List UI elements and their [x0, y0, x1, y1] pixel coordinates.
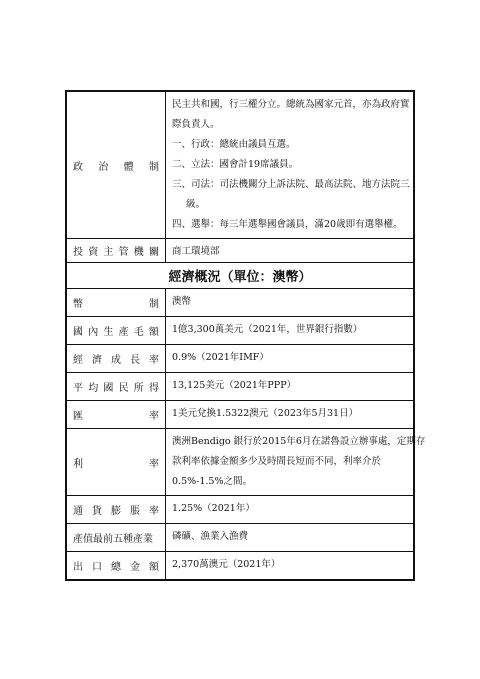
- row-interest-rate: [67, 428, 426, 495]
- text-line: 級。: [186, 199, 206, 210]
- label-char: 經: [73, 355, 83, 366]
- label-char: 通: [73, 506, 83, 517]
- label-char: 生: [103, 327, 114, 338]
- label-char: 均: [88, 383, 99, 394]
- value-top-industries: 磷礦、漁業入漁費: [172, 531, 249, 542]
- economy-section-header: [67, 262, 413, 288]
- value-per-capita-income: 13,125美元（2021年PPP）: [172, 380, 297, 391]
- label-char: 膨: [111, 506, 121, 517]
- label-exchange-rate: [67, 401, 166, 428]
- label-char: 貨: [92, 506, 102, 517]
- value-currency: 澳幣: [172, 296, 192, 307]
- label-char: 長: [130, 355, 140, 366]
- row-gdp: [67, 316, 413, 344]
- label-char: 率: [149, 411, 159, 422]
- text-line: 款利率依據金額多少及時間長短而不同，利率介於: [172, 456, 382, 467]
- text-line: 民主共和國，行三權分立。總統為國家元首，亦為政府實: [172, 99, 410, 110]
- label-char: 關: [148, 247, 159, 258]
- label-char: 體: [123, 161, 134, 173]
- label-interest-rate: [67, 429, 166, 495]
- label-char: 治: [98, 161, 109, 173]
- label-char: 所: [133, 383, 144, 394]
- label-char: 匯: [73, 411, 83, 422]
- label-char: 平: [73, 383, 83, 394]
- label-top-industries: 產值最前五種產業: [67, 524, 166, 551]
- country-info-table: [65, 90, 426, 581]
- label-char: 國: [73, 327, 83, 338]
- text-line: 0.5%-1.5%之間。: [172, 476, 252, 487]
- value-gdp: 1億3,300萬美元（2021年，世界銀行指數）: [172, 324, 363, 335]
- row-currency: [67, 288, 413, 316]
- text-line: 一、行政：總統由議員互選。: [172, 139, 296, 150]
- label-currency: [67, 289, 166, 316]
- row-top-industries: [67, 523, 413, 551]
- label-char: 濟: [92, 355, 102, 366]
- label-char: 幣: [73, 299, 83, 310]
- label-inflation: [67, 496, 166, 523]
- label-char: 國: [103, 383, 114, 394]
- label-char: 管: [118, 247, 129, 258]
- label-char: 成: [111, 355, 121, 366]
- label-char: 主: [103, 247, 114, 258]
- label-char: 脹: [130, 506, 140, 517]
- value-exchange-rate: 1美元兌換1.5322澳元（2023年5月31日）: [172, 408, 359, 419]
- row-political-system: [67, 92, 413, 238]
- label-char: 資: [88, 247, 99, 258]
- text-line: 二、立法：國會計19席議員。: [172, 159, 299, 170]
- label-investment-agency: [67, 239, 166, 262]
- label-char: 機: [133, 247, 144, 258]
- label-char: 毛: [133, 327, 144, 338]
- row-investment-agency: [67, 238, 413, 262]
- label-char: 口: [92, 562, 102, 573]
- value-exports: 2,370萬澳元（2021年）: [172, 559, 281, 570]
- label-char: 得: [148, 383, 159, 394]
- row-exports: [67, 551, 413, 579]
- label-political-system: [67, 92, 166, 238]
- label-gdp: [67, 317, 166, 344]
- value-growth-rate: 0.9%（2021年IMF）: [172, 352, 269, 363]
- label-char: 率: [149, 355, 159, 366]
- label-char: 率: [149, 458, 159, 470]
- label-char: 額: [148, 327, 159, 338]
- label-char: 總: [111, 562, 121, 573]
- text-line: 三、司法：司法機關分上訴法院、最高法院、地方法院三: [172, 179, 410, 190]
- value-interest-rate: [166, 429, 431, 495]
- row-growth-rate: [67, 344, 413, 372]
- label-char: 民: [118, 383, 129, 394]
- label-char: 金: [130, 562, 140, 573]
- text-line: 際負責人。: [172, 119, 220, 130]
- label-char: 內: [88, 327, 99, 338]
- text-line: 澳洲Bendigo 銀行於2015年6月在諾魯設立辦事處，定期存: [172, 436, 426, 447]
- label-exports: [67, 552, 166, 579]
- label-char: 出: [73, 562, 83, 573]
- label-char: 產: [118, 327, 129, 338]
- row-inflation: [67, 495, 413, 523]
- label-char: 制: [148, 161, 159, 173]
- row-per-capita-income: [67, 372, 413, 400]
- label-char: 利: [73, 458, 83, 470]
- text-line: 四、選舉：每三年選舉國會議員，滿20歲即有選舉權。: [172, 219, 403, 230]
- label-char: 政: [73, 161, 83, 173]
- row-exchange-rate: [67, 400, 413, 428]
- value-inflation: 1.25%（2021年）: [172, 503, 255, 514]
- label-char: 率: [149, 506, 159, 517]
- label-growth-rate: [67, 345, 166, 372]
- label-char: 投: [73, 247, 83, 258]
- section-title: 經濟概況（單位：澳幣）: [168, 270, 312, 285]
- value-investment-agency: 商工環境部: [172, 246, 220, 257]
- value-political-system: [166, 92, 416, 238]
- label-per-capita-income: [67, 373, 166, 400]
- label-char: 額: [149, 562, 159, 573]
- label-char: 制: [149, 299, 159, 310]
